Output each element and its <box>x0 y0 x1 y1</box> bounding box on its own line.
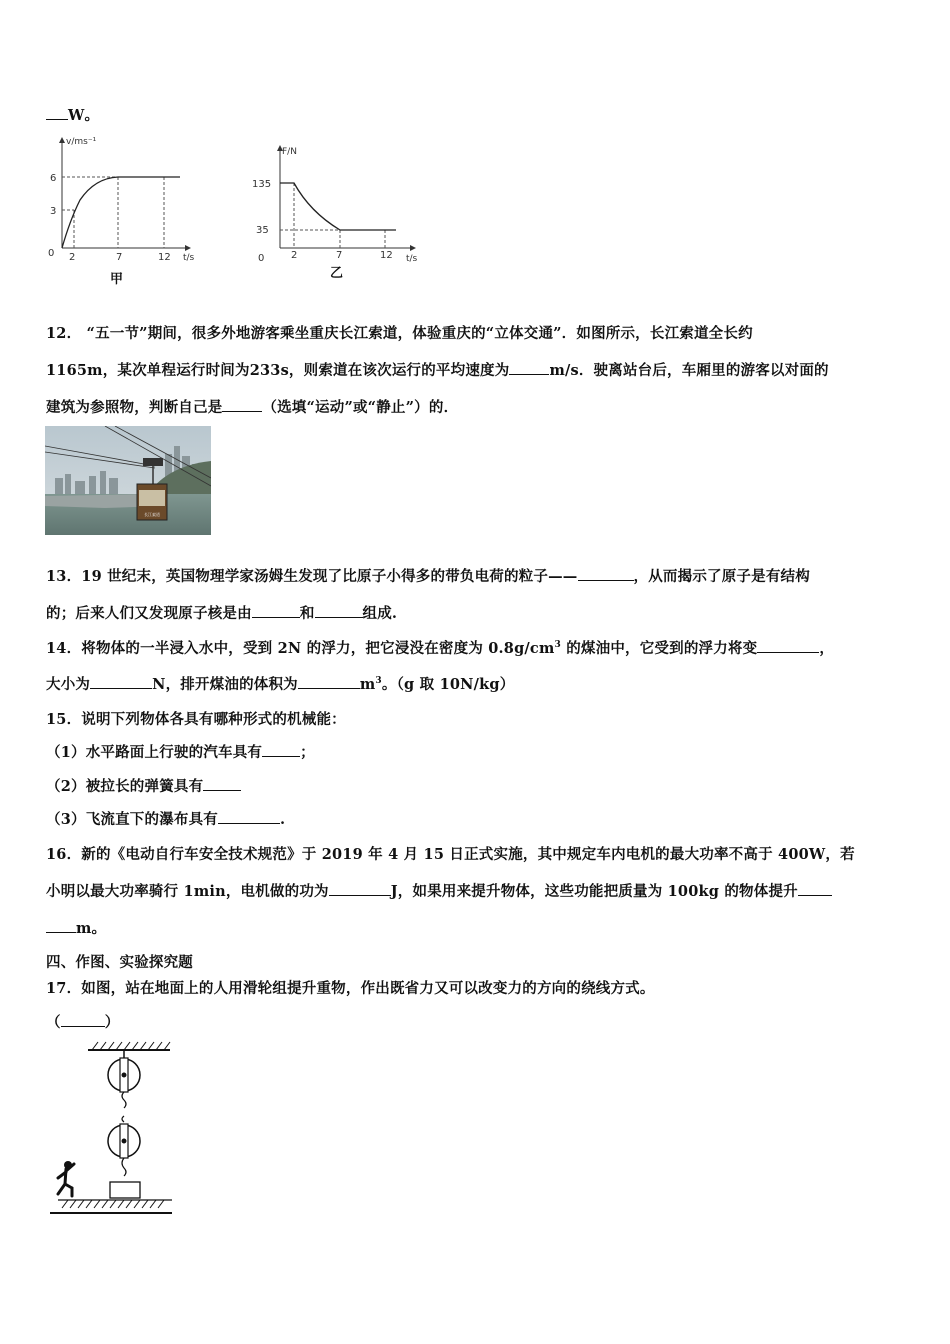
caption-yi: 乙 <box>330 266 344 281</box>
q13-line2: 的；后来人们又发现原子核是由 和 组成. <box>46 605 398 622</box>
section-heading: 四、作图、实验探究题 <box>46 954 193 971</box>
q16-line2: 小明以最大功率骑行 1min，电机做的功为 J，如果用来提升物体，这些功能把质量为 100kg 的物体提升 <box>46 880 832 901</box>
q17-answer: （ ） <box>46 1014 120 1031</box>
v-t-curve <box>62 177 180 248</box>
blank <box>315 603 363 618</box>
y-tick: 3 <box>50 206 57 217</box>
blank <box>509 360 549 375</box>
q12-line2: 1165m，某次单程运行时间为233s，则索道在该次运行的平均速度为 m/s．驶离站台后，车厢里的游客以对面的 <box>46 362 829 379</box>
q15-item3: （3）飞流直下的瀑布具有 . <box>46 811 286 828</box>
weight-block <box>110 1182 140 1198</box>
q15-item1: （1）水平路面上行驶的汽车具有 ； <box>46 744 315 761</box>
blank <box>578 566 634 581</box>
x-tick: 2 <box>69 252 76 263</box>
blank <box>798 881 832 896</box>
q12-line1: 12． “五一节”期间，很多外地游客乘坐重庆长江索道，体验重庆的“立体交通”．如图所示，长江索道全长约 <box>46 325 753 342</box>
x-tick: 12 <box>158 252 171 263</box>
y-tick: 35 <box>256 225 269 236</box>
x-tick: 7 <box>116 252 123 263</box>
cable-car-sign: 长江索道 <box>144 512 160 517</box>
blank <box>252 603 300 618</box>
x-tick: 0 <box>258 253 265 264</box>
f-t-curve <box>280 183 396 230</box>
x-tick: 7 <box>336 250 343 261</box>
y-tick: 135 <box>252 179 272 190</box>
person-icon <box>58 1161 74 1196</box>
q14-line1: 14．将物体的一半浸入水中，受到 2N 的浮力，把它浸没在密度为 $0.8g/cm^3$ 的煤油中，它受到的浮力将变 ， <box>46 640 835 657</box>
q15-title: 15．说明下列物体各具有哪种形式的机械能： <box>46 711 346 728</box>
blank <box>46 105 68 120</box>
blank <box>329 881 391 896</box>
x-tick: 2 <box>291 250 298 261</box>
q15-item2: （2）被拉长的弹簧具有 <box>46 775 241 796</box>
q14-line2: 大小为 N，排开煤油的体积为 $m^3$。（g 取 10N/kg） <box>46 676 515 693</box>
blank <box>46 918 76 933</box>
movable-pulley <box>108 1116 140 1176</box>
blank <box>222 397 262 412</box>
blank <box>203 776 241 791</box>
blank <box>218 809 280 824</box>
q13-line1: 13．19 世纪末，英国物理学家汤姆生发现了比原子小得多的带负电荷的粒子—— ，从而揭示了原子是有结构 <box>46 568 810 585</box>
blank <box>61 1012 105 1027</box>
q17-line1: 17．如图，站在地面上的人用滑轮组提升重物，作出既省力又可以改变力的方向的绕线方式。 <box>46 980 655 997</box>
x-axis-label: t/s <box>406 254 418 264</box>
q16-line1: 16．新的《电动自行车安全技术规范》于 2019 年 4 月 15 日正式实施，其中规定车内电机的最大功率不高于 400W，若 <box>46 846 855 863</box>
caption-jia: 甲 <box>110 272 124 287</box>
pulley-figure <box>48 1038 178 1223</box>
x-tick: 12 <box>380 250 393 261</box>
blank <box>298 674 360 689</box>
blank <box>262 742 300 757</box>
y-tick: 6 <box>50 173 57 184</box>
x-axis-label: t/s <box>183 253 195 263</box>
blank <box>757 638 819 653</box>
top-answer-line: W。 <box>46 104 99 125</box>
blank <box>90 674 152 689</box>
y-tick: 0 <box>48 248 55 259</box>
q16-line3: m。 <box>46 917 106 938</box>
y-axis-label: F/N <box>282 147 297 157</box>
cable-car-photo <box>45 426 211 535</box>
fixed-pulley <box>108 1050 140 1108</box>
ceiling <box>88 1042 170 1050</box>
y-axis-label: v/ms⁻¹ <box>66 137 97 147</box>
q12-line3: 建筑为参照物，判断自己是 （选填“运动”或“静止”）的． <box>46 399 459 416</box>
graph-jia <box>40 130 220 290</box>
ground <box>50 1200 172 1213</box>
